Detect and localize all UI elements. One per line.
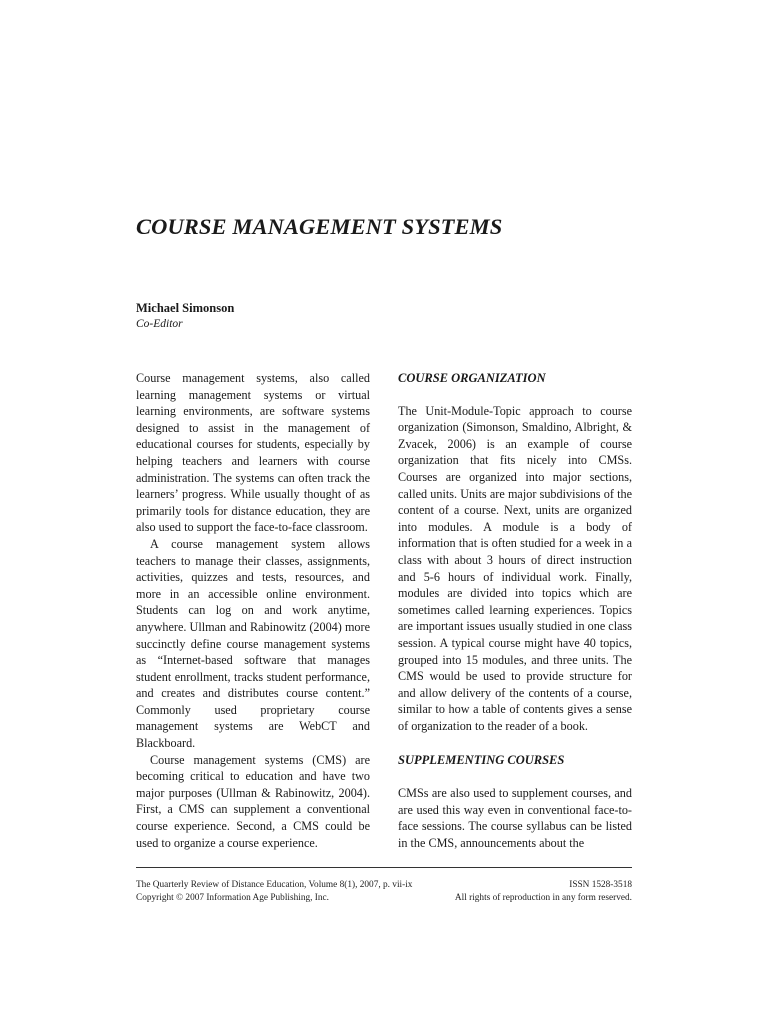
rights-notice: All rights of reproduction in any form reserved. — [454, 892, 632, 903]
section-heading-course-organization: COURSE ORGANIZATION — [398, 371, 546, 385]
issn: ISSN 1528-3518 — [569, 880, 632, 890]
author-role: Co-Editor — [136, 318, 183, 330]
footer-divider — [136, 867, 632, 868]
copyright: Copyright © 2007 Information Age Publishing, Inc. — [136, 892, 329, 903]
right-column — [398, 370, 632, 851]
page-footer — [136, 879, 632, 904]
article-title: COURSE MANAGEMENT SYSTEMS — [136, 214, 503, 239]
author-name: Michael Simonson — [136, 301, 235, 315]
section-heading-supplementing-courses: SUPPLEMENTING COURSES — [398, 753, 565, 768]
journal-citation: The Quarterly Review of Distance Education, Volume 8(1), 2007, p. vii-ix — [136, 880, 413, 890]
body-paragraph: Course management systems (CMS) are becoming critical to education and have two major purposes (Ullman & Rabinowitz, 2004). First, a CMS can supplement a conventional course experience. Second, a CMS could be used to organize a course experience. — [136, 752, 370, 850]
left-column — [136, 370, 370, 851]
body-paragraph: CMSs are also used to supplement courses, and are used this way even in conventional face-to-face sessions. The course syllabus can be listed in the CMS, announcements about the — [398, 786, 632, 850]
body-paragraph: The Unit-Module-Topic approach to course organization (Simonson, Smaldino, Albright, & Zvacek, 2006) is an example of course organization that fits nicely into CMSs. Courses are organized into major sections, called units. Units are major subdivisions of the content of a course. Next, units are organized into modules. A module is a body of information that is often studied for a week in a class with about 3 hours of direct instruction and 5-6 hours of individual work. Finally, modules are divided into topics which are sometimes called learning experiences. Topics are important issues usually studied in one class session. A typical course might have 40 topics, grouped into 15 modules, and three units. The CMS would be used to provide structure for and allow delivery of the contents of a course, similar to how a table of contents gives a sense of organization to the reader of a book. — [398, 403, 632, 733]
body-paragraph: A course management system allows teachers to manage their classes, assignments, activities, quizzes and tests, resources, and more in an accessible online environment. Students can log on and work anytime, anywhere. Ullman and Rabinowitz (2004) more succinctly define course management systems as “Internet-based software that manages student enrollment, tracks student performance, and creates and distributes course content.” Commonly used proprietary course management systems are WebCT and Blackboard. — [136, 536, 370, 751]
body-paragraph: Course management systems, also called learning management systems or virtual learning environments, are software systems designed to assist in the management of educational courses for students, especially by helping teachers and learners with course administration. The systems can often track the learners’ progress. While usually thought of as primarily tools for distance education, they are also used to support the face-to-face classroom. — [136, 371, 370, 535]
